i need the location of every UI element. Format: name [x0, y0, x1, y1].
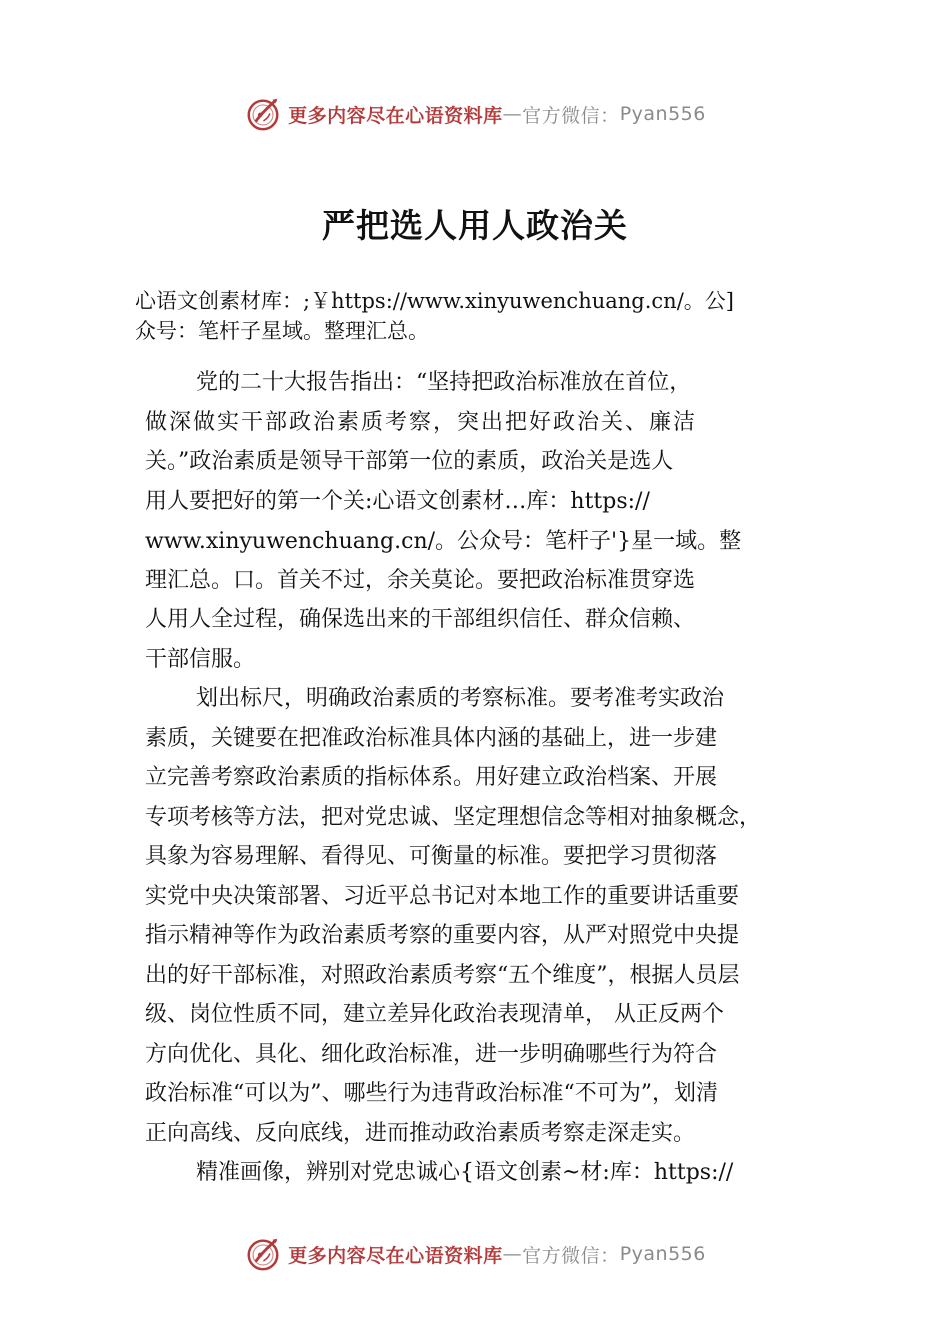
paragraph-line: 政治标准“可以为”、哪些行为违背政治标准“不可为”，划清	[145, 1081, 718, 1106]
paragraph-line: 级、岗位性质不同，建立差异化政治表现清单， 从正反两个	[145, 1002, 724, 1027]
banner-wechat-id: Pyan556	[619, 1243, 706, 1265]
footer-banner-text	[288, 1241, 706, 1268]
banner-wechat-label: 官方微信：	[522, 104, 620, 127]
banner-dash: —	[502, 103, 523, 125]
paragraph-line: 党的二十大报告指出：“坚持把政治标准放在首位，	[196, 370, 692, 395]
xinyu-logo-icon	[244, 1235, 282, 1273]
paragraph-line: 理汇总。口。首关不过，余关莫论。要把政治标准贯穿选	[145, 568, 696, 593]
paragraph-line: 指示精神等作为政治素质考察的重要内容，从严对照党中央提	[145, 923, 740, 948]
paragraph-line: 干部信服。	[145, 647, 256, 672]
page-title: 严把选人用人政治关	[322, 206, 628, 245]
source-line: 众号：笔杆子星域。整理汇总。	[135, 319, 429, 343]
paragraph-line: 素质，关键要在把准政治标准具体内涵的基础上，进一步建	[145, 726, 718, 751]
paragraph-line: 关。”政治素质是领导干部第一位的素质，政治关是选人	[145, 449, 674, 474]
paragraph-line: 划出标尺，明确政治素质的考察标准。要考准考实政治	[196, 686, 725, 711]
header-banner-text	[288, 101, 706, 128]
paragraph-line: 具象为容易理解、看得见、可衡量的标准。要把学习贯彻落	[145, 844, 718, 869]
paragraph-line: 用人要把好的第一个关:心语文创素材…库：https://	[145, 489, 650, 514]
banner-main-text: 更多内容尽在心语资料库	[288, 1244, 503, 1267]
banner-wechat-id: Pyan556	[619, 103, 706, 125]
header-banner	[0, 92, 950, 136]
paragraph-line: 立完善考察政治素质的指标体系。用好建立政治档案、开展	[145, 765, 718, 790]
paragraph-line: 专项考核等方法，把对党忠诚、坚定理想信念等相对抽象概念，	[145, 805, 762, 830]
footer-banner	[0, 1232, 950, 1276]
paragraph-line: 实党中央决策部署、习近平总书记对本地工作的重要讲话重要	[145, 884, 740, 909]
paragraph-line: 精准画像，辨别对党忠诚心{语文创素~材:库：https://	[196, 1160, 734, 1185]
paragraph-line: www.xinyuwenchuang.cn/。公众号：笔杆子'}星一域。整	[145, 529, 742, 554]
source-line: 心语文创素材库：;￥https://www.xinyuwenchuang.cn/。公]	[135, 289, 734, 313]
paragraph-line: 出的好干部标准，对照政治素质考察“五个维度”，根据人员层	[145, 963, 740, 988]
paragraph-line: 人用人全过程，确保选出来的干部组织信任、群众信赖、	[145, 607, 696, 632]
paragraph-line: 正向高线、反向底线，进而推动政治素质考察走深走实。	[145, 1121, 696, 1146]
banner-main-text: 更多内容尽在心语资料库	[288, 104, 503, 127]
paragraph-line: 方向优化、具化、细化政治标准，进一步明确哪些行为符合	[145, 1042, 718, 1067]
banner-wechat-label: 官方微信：	[522, 1244, 620, 1267]
xinyu-logo-icon	[244, 95, 282, 133]
paragraph-line: 做深做实干部政治素质考察，突出把好政治关、廉洁	[145, 410, 698, 435]
banner-dash: —	[502, 1243, 523, 1265]
